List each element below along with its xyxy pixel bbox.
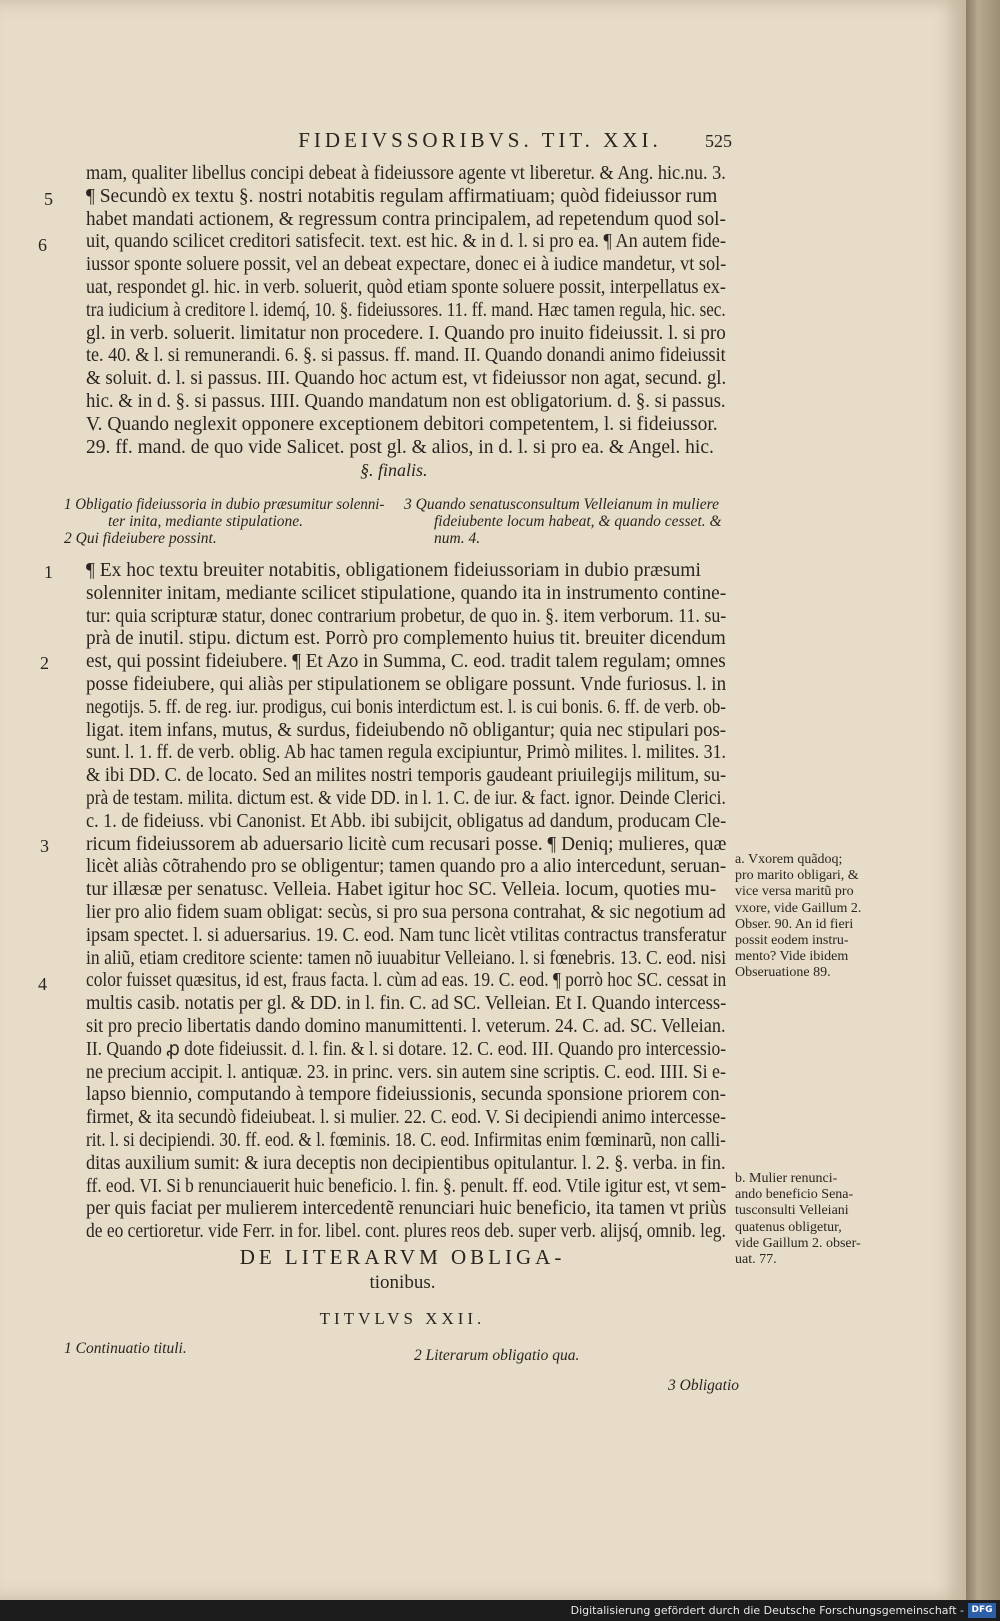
text-line: negotijs. 5. ff. de reg. iur. prodigus, cui bonis interdictum est. l. is cui bonis. 6. ff. de verb. ob-: [86, 696, 726, 718]
margin-number: 3: [40, 836, 49, 856]
text-line: tur: quia scripturæ statur, donec contrarium probetur, de quo in. §. item verborum. 11. su-: [86, 605, 727, 627]
bottom-summary-item: 3 Obligatio: [668, 1377, 740, 1394]
text-line: lapso biennio, computando à tempore fideiussionis, secunda sponsione priorem con-: [86, 1084, 726, 1106]
text-line: uit, quando scilicet creditori satisfecit. text. est hic. & in d. l. si pro ea. ¶ An autem fide-: [86, 231, 727, 253]
text-line: per quis faciat per mulierem intercedentẽ renunciari huic beneficio, ita tamen vt priùs: [86, 1198, 727, 1220]
text-line: posse fideiubere, qui aliàs per stipulationem se obligare possunt. Vnde furiosus. l. in: [86, 673, 727, 695]
text-line: iussor sponte soluere possit, vel an debeat expectare, donec ei à iudice mandetur, vt sol-: [86, 254, 727, 276]
side-note-a: [735, 852, 861, 982]
text-line: ipsam spectet. l. si aduersarius. 19. C. eod. Nam tunc licèt vtilitas contractus transferatur: [86, 924, 727, 946]
text-line: tur illæsæ per senatusc. Velleia. Habet igitur hoc SC. Velleia. locum, quoties mu-: [86, 879, 717, 901]
text-line: solenniter initam, mediante scilicet stipulatione, quando ita in instrumento contine-: [86, 582, 727, 604]
text-line: ne precium accipit. l. antiquæ. 23. in princ. vers. sin autem sine scriptis. C. eod. IIII. Si e-: [86, 1061, 726, 1083]
next-title-line2: tionibus.: [369, 1272, 436, 1293]
margin-number: 1: [44, 562, 53, 582]
summary-line: 3 Quando senatusconsultum Velleianum in muliere: [404, 496, 719, 513]
footer-bar: [0, 1600, 1000, 1621]
text-line: licèt aliàs cõtrahendo pro se obligentur; tamen quando pro a alio intercedunt, seruan-: [86, 856, 727, 878]
text-line: gl. in verb. soluerit. limitatur non procedere. I. Quando pro inuito fideiussit. l. si pro: [86, 322, 726, 344]
next-title-number: TITVLVS XXII.: [319, 1309, 486, 1328]
side-note-line: quatenus obligetur,: [735, 1219, 842, 1235]
margin-number: 6: [38, 235, 47, 255]
dfg-logo-icon: DFG: [968, 1603, 996, 1618]
margin-number: 5: [44, 189, 53, 209]
main-text-block: [86, 163, 818, 459]
bottom-summary-item: 2 Literarum obligatio qua.: [414, 1347, 580, 1364]
text-line: ff. eod. VI. Si b renunciauerit huic beneficio. l. fin. §. penult. ff. eod. Vtile igitur est, vt sem-: [86, 1175, 727, 1197]
paragraph-heading: §. finalis.: [360, 460, 428, 480]
text-line: hic. & in d. §. si passus. IIII. Quando mandatum non est obligatorium. d. §. si passus.: [86, 390, 726, 412]
text-line: sunt. l. 1. ff. de verb. oblig. Ab hac tamen regula excipiuntur, Primò milites. l. milites. 31.: [86, 742, 727, 764]
side-note-line: vice versa maritũ pro: [735, 884, 854, 900]
text-line: sit pro precio libertatis dando domino manumittenti. l. veterum. 24. C. ad. SC. Velleian.: [86, 1015, 726, 1037]
text-line: ditas auxilium sumit: & iura deceptis non decipientibus opitulantur. l. 2. §. verba. in fin.: [86, 1152, 726, 1174]
margin-number: 4: [38, 974, 47, 994]
side-note-line: Obseruatione 89.: [735, 965, 831, 981]
side-note-line: pro marito obligari, &: [735, 868, 859, 884]
text-line: ¶ Secundò ex textu §. nostri notabitis regulam affirmatiuam; quòd fideiussor rum: [86, 185, 718, 207]
text-line: prà de testam. milita. dictum est. & vide DD. in l. 1. C. de iur. & fact. ignor. Deinde Clerici.: [86, 787, 726, 809]
summary-line: num. 4.: [434, 530, 481, 547]
text-line: lier pro alio fidem suam obligat: secùs, si pro sua persona contrahat, & sic negotium ad: [86, 901, 726, 923]
summary-left: [64, 496, 396, 547]
text-line: mam, qualiter libellus concipi debeat à fideiussore agente vt liberetur. & Ang. hic.nu. 3.: [86, 163, 726, 184]
text-line: multis casib. notatis per gl. & DD. in l. fin. C. ad SC. Velleian. Et I. Quando intercess-: [86, 993, 727, 1015]
text-line: & ibi DD. C. de locato. Sed an milites nostri temporis gaudeant priuilegijs militum, su-: [86, 765, 727, 787]
summary-line: fideiubente locum habeat, & quando cesset. &: [434, 513, 722, 530]
text-line: II. Quando ꝓ dote fideiussit. d. l. fin. & l. si dotare. 12. C. eod. III. Quando pro intercessio-: [86, 1038, 727, 1060]
summary-line: 2 Qui fideiubere possint.: [64, 530, 217, 547]
summary-line: ter inita, mediante stipulatione.: [108, 513, 304, 530]
text-line: de eo certioretur. vide Ferr. in for. libel. cont. plures reos deb. super verb. alijsq́, omnib. leg.: [86, 1221, 726, 1243]
side-note-line: mento? Vide ibidem: [735, 949, 849, 965]
text-line: rit. l. si decipiendi. 30. ff. eod. & l. fœminis. 18. C. eod. Infirmitas enim fœminarũ, non calli-: [86, 1129, 726, 1151]
side-note-line: uat. 77.: [735, 1251, 777, 1267]
side-note-line: vide Gaillum 2. obser-: [735, 1235, 861, 1251]
text-line: in aliũ, etiam creditore sciente: tamen nõ iuuabitur Velleiano. l. si fœnebris. 13. C. eod. nisi: [86, 947, 727, 969]
text-line: te. 40. & l. si remunerandi. 6. §. si passus. ff. mand. II. Quando donandi animo fideiussit: [86, 345, 726, 367]
text-line: ¶ Ex hoc textu breuiter notabitis, obligationem fideiussoriam in dubio præsumi: [86, 560, 701, 581]
bottom-summary-item: 1 Continuatio tituli.: [64, 1340, 187, 1357]
text-line: est, qui possint fideiubere. ¶ Et Azo in Summa, C. eod. tradit talem regulam; omnes: [86, 651, 726, 673]
footer-credit: Digitalisierung gefördert durch die Deutsche Forschungsgemeinschaft -: [570, 1604, 964, 1617]
text-line: V. Quando neglexit opponere exceptionem debitori competentem, l. si fideiussor.: [86, 413, 718, 435]
body-text-block: [86, 560, 817, 1244]
side-note-line: Obser. 90. An id fieri: [735, 916, 854, 932]
summary-right: [404, 496, 722, 547]
text-line: prà de inutil. stipu. dictum est. Porrò pro complemento huius tit. breuiter dicendum: [86, 628, 726, 650]
text-line: habet mandati actionem, & regressum contra principalem, ad repetendum quod sol-: [86, 208, 726, 230]
next-title-line1: DE LITERARVM OBLIGA-: [239, 1245, 566, 1269]
side-note-line: possit eodem instru-: [735, 932, 849, 948]
side-note-line: tusconsulti Velleiani: [735, 1203, 849, 1219]
page-number: 525: [705, 131, 732, 151]
text-line: ligat. item infans, mutus, & surdus, fideiubendo nõ obligantur; quia nec stipulari pos-: [86, 719, 727, 741]
side-note-line: b. Mulier renunci-: [735, 1171, 838, 1186]
side-note-b: [735, 1171, 861, 1268]
summary-line: 1 Obligatio fideiussoria in dubio præsumitur solenni-: [64, 496, 385, 513]
text-line: color fuisset quæsitus, id est, fraus facta. l. cùm ad eas. 19. C. eod. ¶ porrò hoc SC. cessat in: [86, 970, 727, 992]
text-line: tra iudicium à creditore l. idemq́, 10. §. fideiussores. 11. ff. mand. Hæc tamen regula, hic. sec.: [86, 299, 726, 321]
text-line: ricum fideiussorem ab aduersario licitè cum recusari posse. ¶ Deniq; mulieres, quæ: [86, 833, 727, 855]
text-line: 29. ff. mand. de quo vide Salicet. post gl. & alios, in d. l. si pro ea. & Angel. hic.: [86, 436, 714, 458]
side-note-line: ando beneficio Sena-: [735, 1187, 854, 1203]
text-line: & soluit. d. l. si passus. III. Quando hoc actum est, vt fideiussor non agat, secund. gl.: [86, 368, 727, 390]
running-title: FIDEIVSSORIBVS. TIT. XXI.: [298, 128, 662, 152]
side-note-line: vxore, vide Gaillum 2.: [735, 900, 862, 916]
book-edge: [966, 0, 1000, 1600]
text-line: c. 1. de fideiuss. vbi Canonist. Et Abb. ibi subijcit, obligatus ad dandum, producam Cle-: [86, 810, 727, 832]
margin-number: 2: [40, 653, 49, 673]
text-line: firmet, & ita secundò fideiubeat. l. si mulier. 22. C. eod. V. Si decipiendi animo intercesse-: [86, 1107, 727, 1129]
side-note-line: a. Vxorem quãdoq;: [735, 852, 843, 867]
text-line: uat, respondet gl. hic. in verb. soluerit, quòd etiam sponte soluere possit, interpellatus ex-: [86, 276, 726, 298]
